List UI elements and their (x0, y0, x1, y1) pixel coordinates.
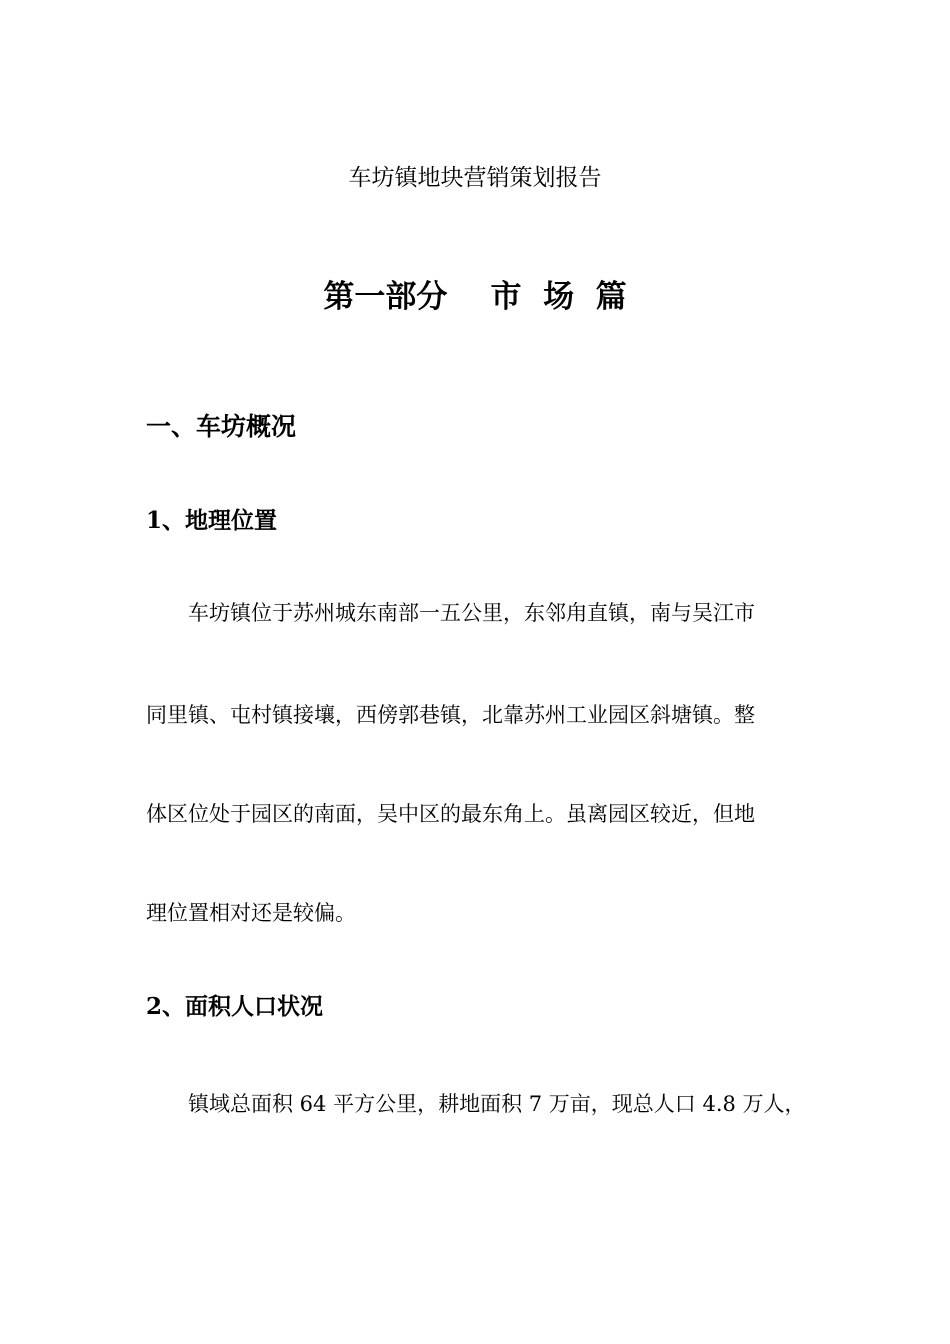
subsection-heading-location: 1、地理位置 (146, 507, 278, 534)
paragraph-line: 镇域总面积 64 平方公里，耕地面积 7 万亩，现总人口 4.8 万人， (188, 1092, 806, 1116)
paragraph-line: 体区位处于园区的南面，吴中区的最东角上。虽离园区较近，但地 (146, 802, 755, 826)
document-title: 车坊镇地块营销策划报告 (348, 165, 602, 191)
subsection-heading-area-population: 2、面积人口状况 (146, 993, 324, 1020)
part-title: 第一部分 市 场 篇 (323, 279, 627, 315)
section-heading: 一、车坊概况 (146, 412, 297, 441)
paragraph-line: 理位置相对还是较偏。 (146, 901, 356, 925)
paragraph-line: 同里镇、屯村镇接壤，西傍郭巷镇，北靠苏州工业园区斜塘镇。整 (146, 703, 755, 727)
paragraph-line: 车坊镇位于苏州城东南部一五公里，东邻甪直镇，南与吴江市 (188, 601, 755, 625)
